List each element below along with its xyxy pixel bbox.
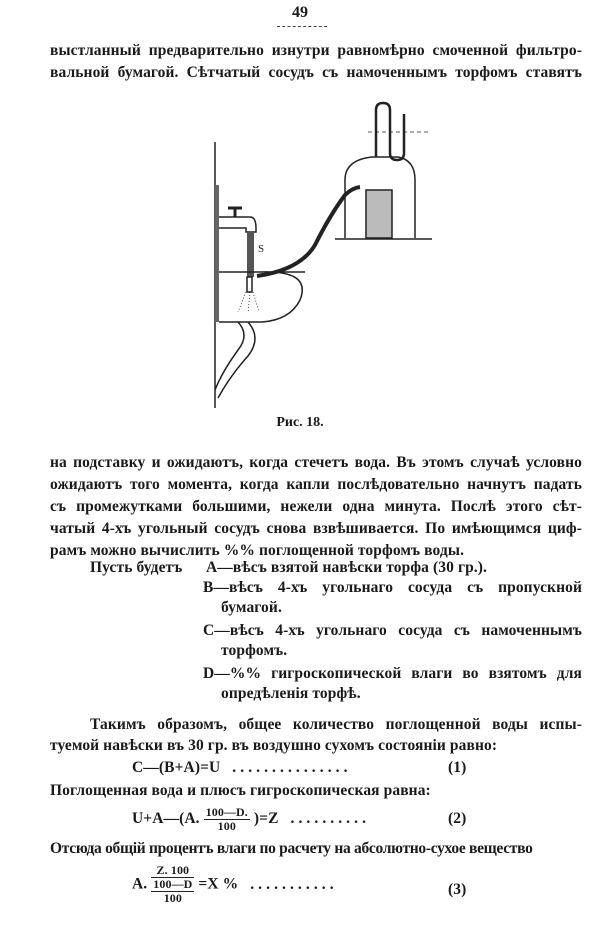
eq1-dots: . . . . . . . . . . . . . . .	[232, 759, 348, 776]
paragraph2-line: туемой навѣски въ 30 гр. въ воздушно сухомъ состояніи равно:	[50, 737, 498, 754]
eq2-dots: . . . . . . . . . .	[290, 810, 367, 827]
eq2-fraction	[204, 806, 250, 833]
eq3-dots: . . . . . . . . . . .	[250, 875, 334, 893]
paragraph-line: съ промежутками большими, нежели одна минута. Послѣ этого сѣт-	[50, 498, 582, 515]
paragraph-line: на подставку и ожидаютъ, когда стечетъ вода. Въ этомъ случаѣ условно	[50, 454, 582, 471]
eq2-number: (2)	[448, 810, 467, 827]
eq3-pre: A.	[132, 875, 148, 893]
paragraph-line: рамъ можно вычислить %% поглощенной торфомъ воды.	[50, 542, 465, 559]
equation-3	[132, 864, 334, 905]
eq3-fraction	[151, 864, 194, 905]
equation-1	[132, 758, 348, 778]
eq3-den: 100	[163, 891, 182, 905]
definition-d: D—%% гигроскопической влаги во взятомъ для	[203, 665, 582, 682]
eq3-post: =X %	[198, 875, 239, 893]
eq1-number: (1)	[448, 759, 467, 776]
figure-apparatus	[0, 0, 600, 440]
paragraph-line: чатый 4-хъ угольный сосудъ снова взвѣшивается. По имѣющимся циф-	[50, 520, 582, 537]
svg-text:S: S	[258, 243, 265, 255]
eq2-den: 100	[217, 818, 236, 833]
wall-hatch	[215, 185, 219, 322]
definition-c-cont: торфомъ.	[221, 642, 288, 659]
definition-a: A—вѣсъ взятой навѣски торфа (30 гр.).	[206, 559, 488, 576]
equation-2	[132, 805, 366, 833]
peat-vessel	[366, 190, 392, 238]
eq2-pre: U+A—(A.	[132, 810, 200, 827]
eq3-num-bottom: 100—D	[153, 877, 193, 891]
eq3-number: (3)	[448, 881, 467, 898]
faucet-icon	[219, 217, 256, 232]
paragraph-line: ожидаютъ того момента, когда капли послѣдовательно начнутъ падать	[50, 476, 582, 493]
eq2-num: 100—D.	[205, 804, 248, 819]
definition-d-cont: опредѣленія торфѣ.	[221, 685, 361, 702]
manometer	[376, 103, 404, 160]
eq1-formula: C—(B+A)=U	[132, 759, 221, 776]
drain-pipe	[215, 322, 255, 398]
definitions-lead: Пусть будетъ	[90, 559, 183, 576]
definition-b-cont: бумагой.	[221, 599, 282, 616]
eq2-post: )=Z	[253, 810, 279, 827]
paragraph2-line: Такимъ образомъ, общее количество поглощенной воды испы-	[90, 716, 582, 733]
intro-line: вальной бумагой. Сѣтчатый сосудъ съ намоченнымъ торфомъ ставятъ	[50, 64, 582, 81]
paragraph4: Отсюда общій процентъ влаги по расчету на абсолютно-сухое вещество	[50, 840, 533, 857]
eq3-num-top: Z. 100	[151, 864, 194, 878]
figure-caption: Рис. 18.	[276, 415, 324, 430]
intro-line: выстланный предварительно изнутри равномѣрно смоченной фильтро-	[50, 42, 582, 59]
page-number: 49	[292, 4, 308, 21]
basin	[219, 272, 305, 322]
definition-c: C—вѣсъ 4-хъ угольнаго сосуда съ намоченнымъ	[203, 622, 582, 639]
paragraph3: Поглощенная вода и плюсъ гигроскопическая равна:	[50, 782, 431, 799]
definition-b: B—вѣсъ 4-хъ угольнаго сосуда съ пропускной	[203, 579, 582, 596]
